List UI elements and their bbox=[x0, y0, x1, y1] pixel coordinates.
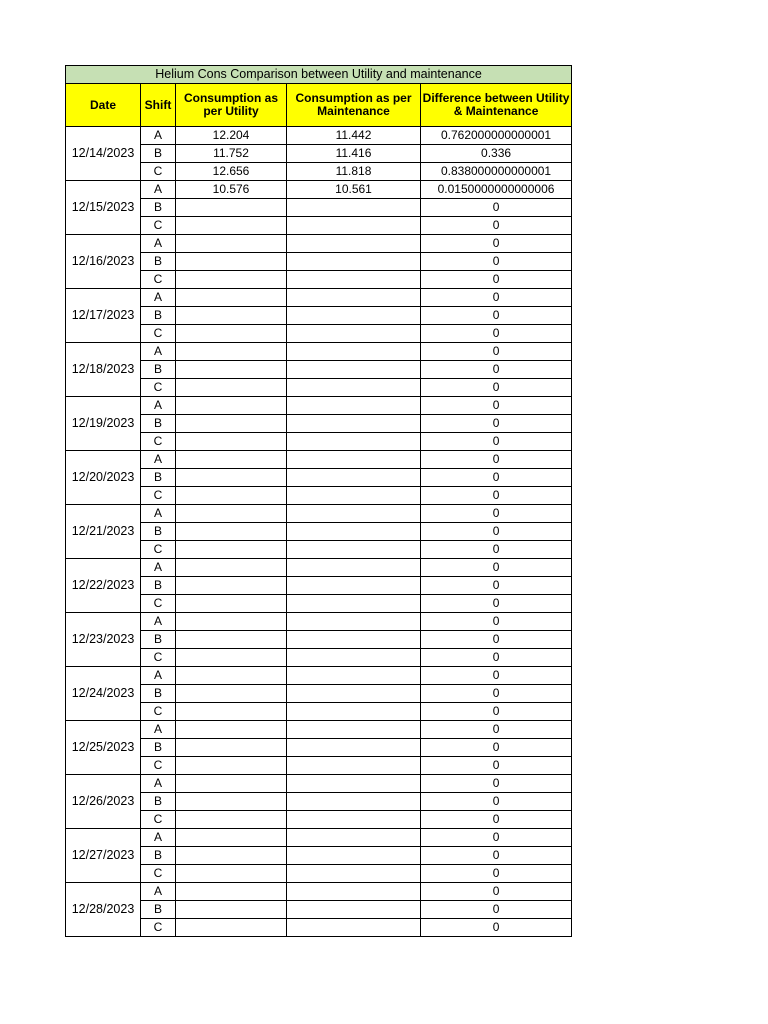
utility-cell[interactable] bbox=[176, 289, 287, 307]
shift-cell[interactable]: C bbox=[141, 163, 176, 181]
shift-cell[interactable]: A bbox=[141, 829, 176, 847]
shift-cell[interactable]: B bbox=[141, 685, 176, 703]
header-utility[interactable]: Consumption as per Utility bbox=[176, 84, 287, 127]
utility-cell[interactable] bbox=[176, 469, 287, 487]
difference-cell[interactable]: 0 bbox=[421, 433, 572, 451]
title-row bbox=[66, 66, 572, 84]
maintenance-cell[interactable] bbox=[287, 469, 421, 487]
table-row bbox=[66, 703, 572, 721]
table-row bbox=[66, 181, 572, 199]
shift-cell[interactable]: C bbox=[141, 541, 176, 559]
maintenance-cell[interactable] bbox=[287, 361, 421, 379]
shift-cell[interactable]: B bbox=[141, 253, 176, 271]
date-cell[interactable]: 12/17/2023 bbox=[66, 289, 141, 343]
shift-cell[interactable]: B bbox=[141, 415, 176, 433]
difference-cell[interactable]: 0 bbox=[421, 379, 572, 397]
utility-cell[interactable] bbox=[176, 685, 287, 703]
difference-cell[interactable]: 0 bbox=[421, 199, 572, 217]
shift-cell[interactable]: B bbox=[141, 361, 176, 379]
difference-cell[interactable]: 0 bbox=[421, 631, 572, 649]
shift-cell[interactable]: C bbox=[141, 271, 176, 289]
maintenance-cell[interactable] bbox=[287, 451, 421, 469]
shift-cell[interactable]: A bbox=[141, 667, 176, 685]
difference-cell[interactable]: 0 bbox=[421, 919, 572, 937]
maintenance-cell[interactable] bbox=[287, 919, 421, 937]
maintenance-cell[interactable] bbox=[287, 595, 421, 613]
difference-cell[interactable]: 0 bbox=[421, 775, 572, 793]
shift-cell[interactable]: A bbox=[141, 397, 176, 415]
maintenance-cell[interactable] bbox=[287, 721, 421, 739]
header-shift[interactable]: Shift bbox=[141, 84, 176, 127]
table-row bbox=[66, 595, 572, 613]
table-row bbox=[66, 253, 572, 271]
utility-cell[interactable] bbox=[176, 415, 287, 433]
difference-cell[interactable]: 0.336 bbox=[421, 145, 572, 163]
utility-cell[interactable] bbox=[176, 307, 287, 325]
utility-cell[interactable] bbox=[176, 883, 287, 901]
maintenance-cell[interactable] bbox=[287, 415, 421, 433]
shift-cell[interactable]: A bbox=[141, 127, 176, 145]
table-row bbox=[66, 721, 572, 739]
maintenance-cell[interactable] bbox=[287, 505, 421, 523]
maintenance-cell[interactable] bbox=[287, 289, 421, 307]
table-row bbox=[66, 865, 572, 883]
shift-cell[interactable]: C bbox=[141, 217, 176, 235]
maintenance-cell[interactable] bbox=[287, 829, 421, 847]
table-row bbox=[66, 325, 572, 343]
difference-cell[interactable]: 0 bbox=[421, 397, 572, 415]
date-cell[interactable]: 12/15/2023 bbox=[66, 181, 141, 235]
header-date[interactable]: Date bbox=[66, 84, 141, 127]
table-row bbox=[66, 145, 572, 163]
table-row bbox=[66, 883, 572, 901]
difference-cell[interactable]: 0 bbox=[421, 541, 572, 559]
shift-cell[interactable]: A bbox=[141, 505, 176, 523]
utility-cell[interactable] bbox=[176, 505, 287, 523]
table-row bbox=[66, 541, 572, 559]
table-row bbox=[66, 847, 572, 865]
difference-cell[interactable]: 0 bbox=[421, 325, 572, 343]
difference-cell[interactable]: 0 bbox=[421, 703, 572, 721]
date-cell[interactable]: 12/25/2023 bbox=[66, 721, 141, 775]
table-row bbox=[66, 235, 572, 253]
date-cell[interactable]: 12/14/2023 bbox=[66, 127, 141, 181]
maintenance-cell[interactable] bbox=[287, 343, 421, 361]
maintenance-cell[interactable] bbox=[287, 667, 421, 685]
shift-cell[interactable]: C bbox=[141, 325, 176, 343]
utility-cell[interactable] bbox=[176, 649, 287, 667]
maintenance-cell[interactable] bbox=[287, 757, 421, 775]
maintenance-cell[interactable] bbox=[287, 541, 421, 559]
difference-cell[interactable]: 0 bbox=[421, 829, 572, 847]
shift-cell[interactable]: C bbox=[141, 919, 176, 937]
utility-cell[interactable] bbox=[176, 541, 287, 559]
shift-cell[interactable]: B bbox=[141, 307, 176, 325]
date-cell[interactable]: 12/26/2023 bbox=[66, 775, 141, 829]
shift-cell[interactable]: C bbox=[141, 811, 176, 829]
utility-cell[interactable] bbox=[176, 379, 287, 397]
maintenance-cell[interactable] bbox=[287, 793, 421, 811]
table-row bbox=[66, 415, 572, 433]
utility-cell[interactable] bbox=[176, 865, 287, 883]
maintenance-cell[interactable] bbox=[287, 433, 421, 451]
shift-cell[interactable]: A bbox=[141, 775, 176, 793]
utility-cell[interactable]: 12.656 bbox=[176, 163, 287, 181]
table-row bbox=[66, 307, 572, 325]
table-row bbox=[66, 757, 572, 775]
date-cell[interactable]: 12/20/2023 bbox=[66, 451, 141, 505]
table-row bbox=[66, 577, 572, 595]
utility-cell[interactable] bbox=[176, 487, 287, 505]
date-cell[interactable]: 12/27/2023 bbox=[66, 829, 141, 883]
maintenance-cell[interactable] bbox=[287, 523, 421, 541]
maintenance-cell[interactable] bbox=[287, 325, 421, 343]
date-cell[interactable]: 12/22/2023 bbox=[66, 559, 141, 613]
difference-cell[interactable]: 0 bbox=[421, 847, 572, 865]
utility-cell[interactable] bbox=[176, 703, 287, 721]
utility-cell[interactable] bbox=[176, 613, 287, 631]
shift-cell[interactable]: A bbox=[141, 289, 176, 307]
table-row bbox=[66, 667, 572, 685]
table-row bbox=[66, 163, 572, 181]
utility-cell[interactable] bbox=[176, 343, 287, 361]
table-row bbox=[66, 811, 572, 829]
table-row bbox=[66, 793, 572, 811]
difference-cell[interactable]: 0 bbox=[421, 901, 572, 919]
table-row bbox=[66, 433, 572, 451]
date-cell[interactable]: 12/24/2023 bbox=[66, 667, 141, 721]
maintenance-cell[interactable] bbox=[287, 775, 421, 793]
date-cell[interactable]: 12/19/2023 bbox=[66, 397, 141, 451]
maintenance-cell[interactable] bbox=[287, 577, 421, 595]
difference-cell[interactable]: 0 bbox=[421, 505, 572, 523]
utility-cell[interactable]: 12.204 bbox=[176, 127, 287, 145]
difference-cell[interactable]: 0 bbox=[421, 793, 572, 811]
shift-cell[interactable]: A bbox=[141, 721, 176, 739]
shift-cell[interactable]: B bbox=[141, 469, 176, 487]
utility-cell[interactable] bbox=[176, 217, 287, 235]
maintenance-cell[interactable] bbox=[287, 253, 421, 271]
difference-cell[interactable]: 0 bbox=[421, 253, 572, 271]
difference-cell[interactable]: 0.0150000000000006 bbox=[421, 181, 572, 199]
table-row bbox=[66, 451, 572, 469]
maintenance-cell[interactable] bbox=[287, 847, 421, 865]
shift-cell[interactable]: C bbox=[141, 379, 176, 397]
difference-cell[interactable]: 0 bbox=[421, 865, 572, 883]
maintenance-cell[interactable]: 11.442 bbox=[287, 127, 421, 145]
maintenance-cell[interactable] bbox=[287, 901, 421, 919]
maintenance-cell[interactable] bbox=[287, 307, 421, 325]
utility-cell[interactable] bbox=[176, 847, 287, 865]
shift-cell[interactable]: C bbox=[141, 649, 176, 667]
shift-cell[interactable]: A bbox=[141, 451, 176, 469]
helium-comparison-table bbox=[65, 65, 572, 937]
difference-cell[interactable]: 0 bbox=[421, 289, 572, 307]
date-cell[interactable]: 12/28/2023 bbox=[66, 883, 141, 937]
shift-cell[interactable]: B bbox=[141, 145, 176, 163]
utility-cell[interactable] bbox=[176, 325, 287, 343]
table-row bbox=[66, 127, 572, 145]
shift-cell[interactable]: B bbox=[141, 199, 176, 217]
difference-cell[interactable]: 0 bbox=[421, 307, 572, 325]
difference-cell[interactable]: 0.762000000000001 bbox=[421, 127, 572, 145]
table-row bbox=[66, 199, 572, 217]
maintenance-cell[interactable] bbox=[287, 199, 421, 217]
difference-cell[interactable]: 0 bbox=[421, 811, 572, 829]
difference-cell[interactable]: 0 bbox=[421, 217, 572, 235]
table-title[interactable]: Helium Cons Comparison between Utility and maintenance bbox=[66, 66, 572, 84]
maintenance-cell[interactable]: 10.561 bbox=[287, 181, 421, 199]
maintenance-cell[interactable] bbox=[287, 235, 421, 253]
shift-cell[interactable]: A bbox=[141, 343, 176, 361]
shift-cell[interactable]: C bbox=[141, 865, 176, 883]
difference-cell[interactable]: 0 bbox=[421, 577, 572, 595]
difference-cell[interactable]: 0 bbox=[421, 361, 572, 379]
utility-cell[interactable] bbox=[176, 451, 287, 469]
shift-cell[interactable]: B bbox=[141, 577, 176, 595]
difference-cell[interactable]: 0 bbox=[421, 271, 572, 289]
utility-cell[interactable] bbox=[176, 559, 287, 577]
table-row bbox=[66, 901, 572, 919]
difference-cell[interactable]: 0 bbox=[421, 523, 572, 541]
utility-cell[interactable]: 11.752 bbox=[176, 145, 287, 163]
utility-cell[interactable] bbox=[176, 829, 287, 847]
shift-cell[interactable]: A bbox=[141, 235, 176, 253]
utility-cell[interactable] bbox=[176, 739, 287, 757]
utility-cell[interactable] bbox=[176, 199, 287, 217]
shift-cell[interactable]: A bbox=[141, 613, 176, 631]
utility-cell[interactable] bbox=[176, 667, 287, 685]
maintenance-cell[interactable] bbox=[287, 883, 421, 901]
table-row bbox=[66, 613, 572, 631]
table-row bbox=[66, 631, 572, 649]
difference-cell[interactable]: 0 bbox=[421, 721, 572, 739]
shift-cell[interactable]: B bbox=[141, 847, 176, 865]
maintenance-cell[interactable] bbox=[287, 685, 421, 703]
table-row bbox=[66, 271, 572, 289]
maintenance-cell[interactable]: 11.416 bbox=[287, 145, 421, 163]
utility-cell[interactable] bbox=[176, 397, 287, 415]
table-row bbox=[66, 469, 572, 487]
date-cell[interactable]: 12/18/2023 bbox=[66, 343, 141, 397]
utility-cell[interactable] bbox=[176, 721, 287, 739]
table-body bbox=[66, 127, 572, 937]
difference-cell[interactable]: 0 bbox=[421, 559, 572, 577]
utility-cell[interactable] bbox=[176, 595, 287, 613]
utility-cell[interactable] bbox=[176, 433, 287, 451]
maintenance-cell[interactable] bbox=[287, 811, 421, 829]
table-row bbox=[66, 739, 572, 757]
table-row bbox=[66, 649, 572, 667]
table-row bbox=[66, 559, 572, 577]
date-cell[interactable]: 12/21/2023 bbox=[66, 505, 141, 559]
maintenance-cell[interactable] bbox=[287, 739, 421, 757]
shift-cell[interactable]: C bbox=[141, 433, 176, 451]
table-row bbox=[66, 829, 572, 847]
difference-cell[interactable]: 0 bbox=[421, 757, 572, 775]
shift-cell[interactable]: C bbox=[141, 595, 176, 613]
shift-cell[interactable]: B bbox=[141, 631, 176, 649]
header-row bbox=[66, 84, 572, 127]
table-row bbox=[66, 775, 572, 793]
utility-cell[interactable] bbox=[176, 793, 287, 811]
utility-cell[interactable] bbox=[176, 775, 287, 793]
utility-cell[interactable] bbox=[176, 523, 287, 541]
maintenance-cell[interactable] bbox=[287, 397, 421, 415]
difference-cell[interactable]: 0 bbox=[421, 451, 572, 469]
difference-cell[interactable]: 0 bbox=[421, 487, 572, 505]
difference-cell[interactable]: 0 bbox=[421, 649, 572, 667]
utility-cell[interactable]: 10.576 bbox=[176, 181, 287, 199]
shift-cell[interactable]: C bbox=[141, 757, 176, 775]
shift-cell[interactable]: A bbox=[141, 883, 176, 901]
shift-cell[interactable]: B bbox=[141, 901, 176, 919]
utility-cell[interactable] bbox=[176, 919, 287, 937]
table-row bbox=[66, 487, 572, 505]
difference-cell[interactable]: 0 bbox=[421, 469, 572, 487]
header-difference[interactable]: Difference between Utility & Maintenance bbox=[421, 84, 572, 127]
table-row bbox=[66, 523, 572, 541]
difference-cell[interactable]: 0 bbox=[421, 343, 572, 361]
table-row bbox=[66, 343, 572, 361]
maintenance-cell[interactable] bbox=[287, 631, 421, 649]
maintenance-cell[interactable] bbox=[287, 487, 421, 505]
utility-cell[interactable] bbox=[176, 577, 287, 595]
difference-cell[interactable]: 0 bbox=[421, 595, 572, 613]
maintenance-cell[interactable] bbox=[287, 865, 421, 883]
utility-cell[interactable] bbox=[176, 901, 287, 919]
table-row bbox=[66, 919, 572, 937]
maintenance-cell[interactable] bbox=[287, 379, 421, 397]
table-row bbox=[66, 505, 572, 523]
utility-cell[interactable] bbox=[176, 271, 287, 289]
table-row bbox=[66, 397, 572, 415]
difference-cell[interactable]: 0 bbox=[421, 685, 572, 703]
maintenance-cell[interactable] bbox=[287, 559, 421, 577]
difference-cell[interactable]: 0 bbox=[421, 613, 572, 631]
header-maintenance[interactable]: Consumption as per Maintenance bbox=[287, 84, 421, 127]
maintenance-cell[interactable] bbox=[287, 271, 421, 289]
date-cell[interactable]: 12/16/2023 bbox=[66, 235, 141, 289]
utility-cell[interactable] bbox=[176, 253, 287, 271]
difference-cell[interactable]: 0.838000000000001 bbox=[421, 163, 572, 181]
shift-cell[interactable]: A bbox=[141, 181, 176, 199]
shift-cell[interactable]: A bbox=[141, 559, 176, 577]
difference-cell[interactable]: 0 bbox=[421, 235, 572, 253]
utility-cell[interactable] bbox=[176, 235, 287, 253]
difference-cell[interactable]: 0 bbox=[421, 739, 572, 757]
utility-cell[interactable] bbox=[176, 361, 287, 379]
shift-cell[interactable]: C bbox=[141, 703, 176, 721]
difference-cell[interactable]: 0 bbox=[421, 667, 572, 685]
table-row bbox=[66, 361, 572, 379]
maintenance-cell[interactable] bbox=[287, 217, 421, 235]
difference-cell[interactable]: 0 bbox=[421, 415, 572, 433]
difference-cell[interactable]: 0 bbox=[421, 883, 572, 901]
table-row bbox=[66, 685, 572, 703]
shift-cell[interactable]: B bbox=[141, 523, 176, 541]
maintenance-cell[interactable] bbox=[287, 649, 421, 667]
utility-cell[interactable] bbox=[176, 757, 287, 775]
shift-cell[interactable]: C bbox=[141, 487, 176, 505]
utility-cell[interactable] bbox=[176, 631, 287, 649]
maintenance-cell[interactable]: 11.818 bbox=[287, 163, 421, 181]
shift-cell[interactable]: B bbox=[141, 739, 176, 757]
shift-cell[interactable]: B bbox=[141, 793, 176, 811]
utility-cell[interactable] bbox=[176, 811, 287, 829]
date-cell[interactable]: 12/23/2023 bbox=[66, 613, 141, 667]
maintenance-cell[interactable] bbox=[287, 703, 421, 721]
table-row bbox=[66, 217, 572, 235]
table-row bbox=[66, 379, 572, 397]
maintenance-cell[interactable] bbox=[287, 613, 421, 631]
table-row bbox=[66, 289, 572, 307]
